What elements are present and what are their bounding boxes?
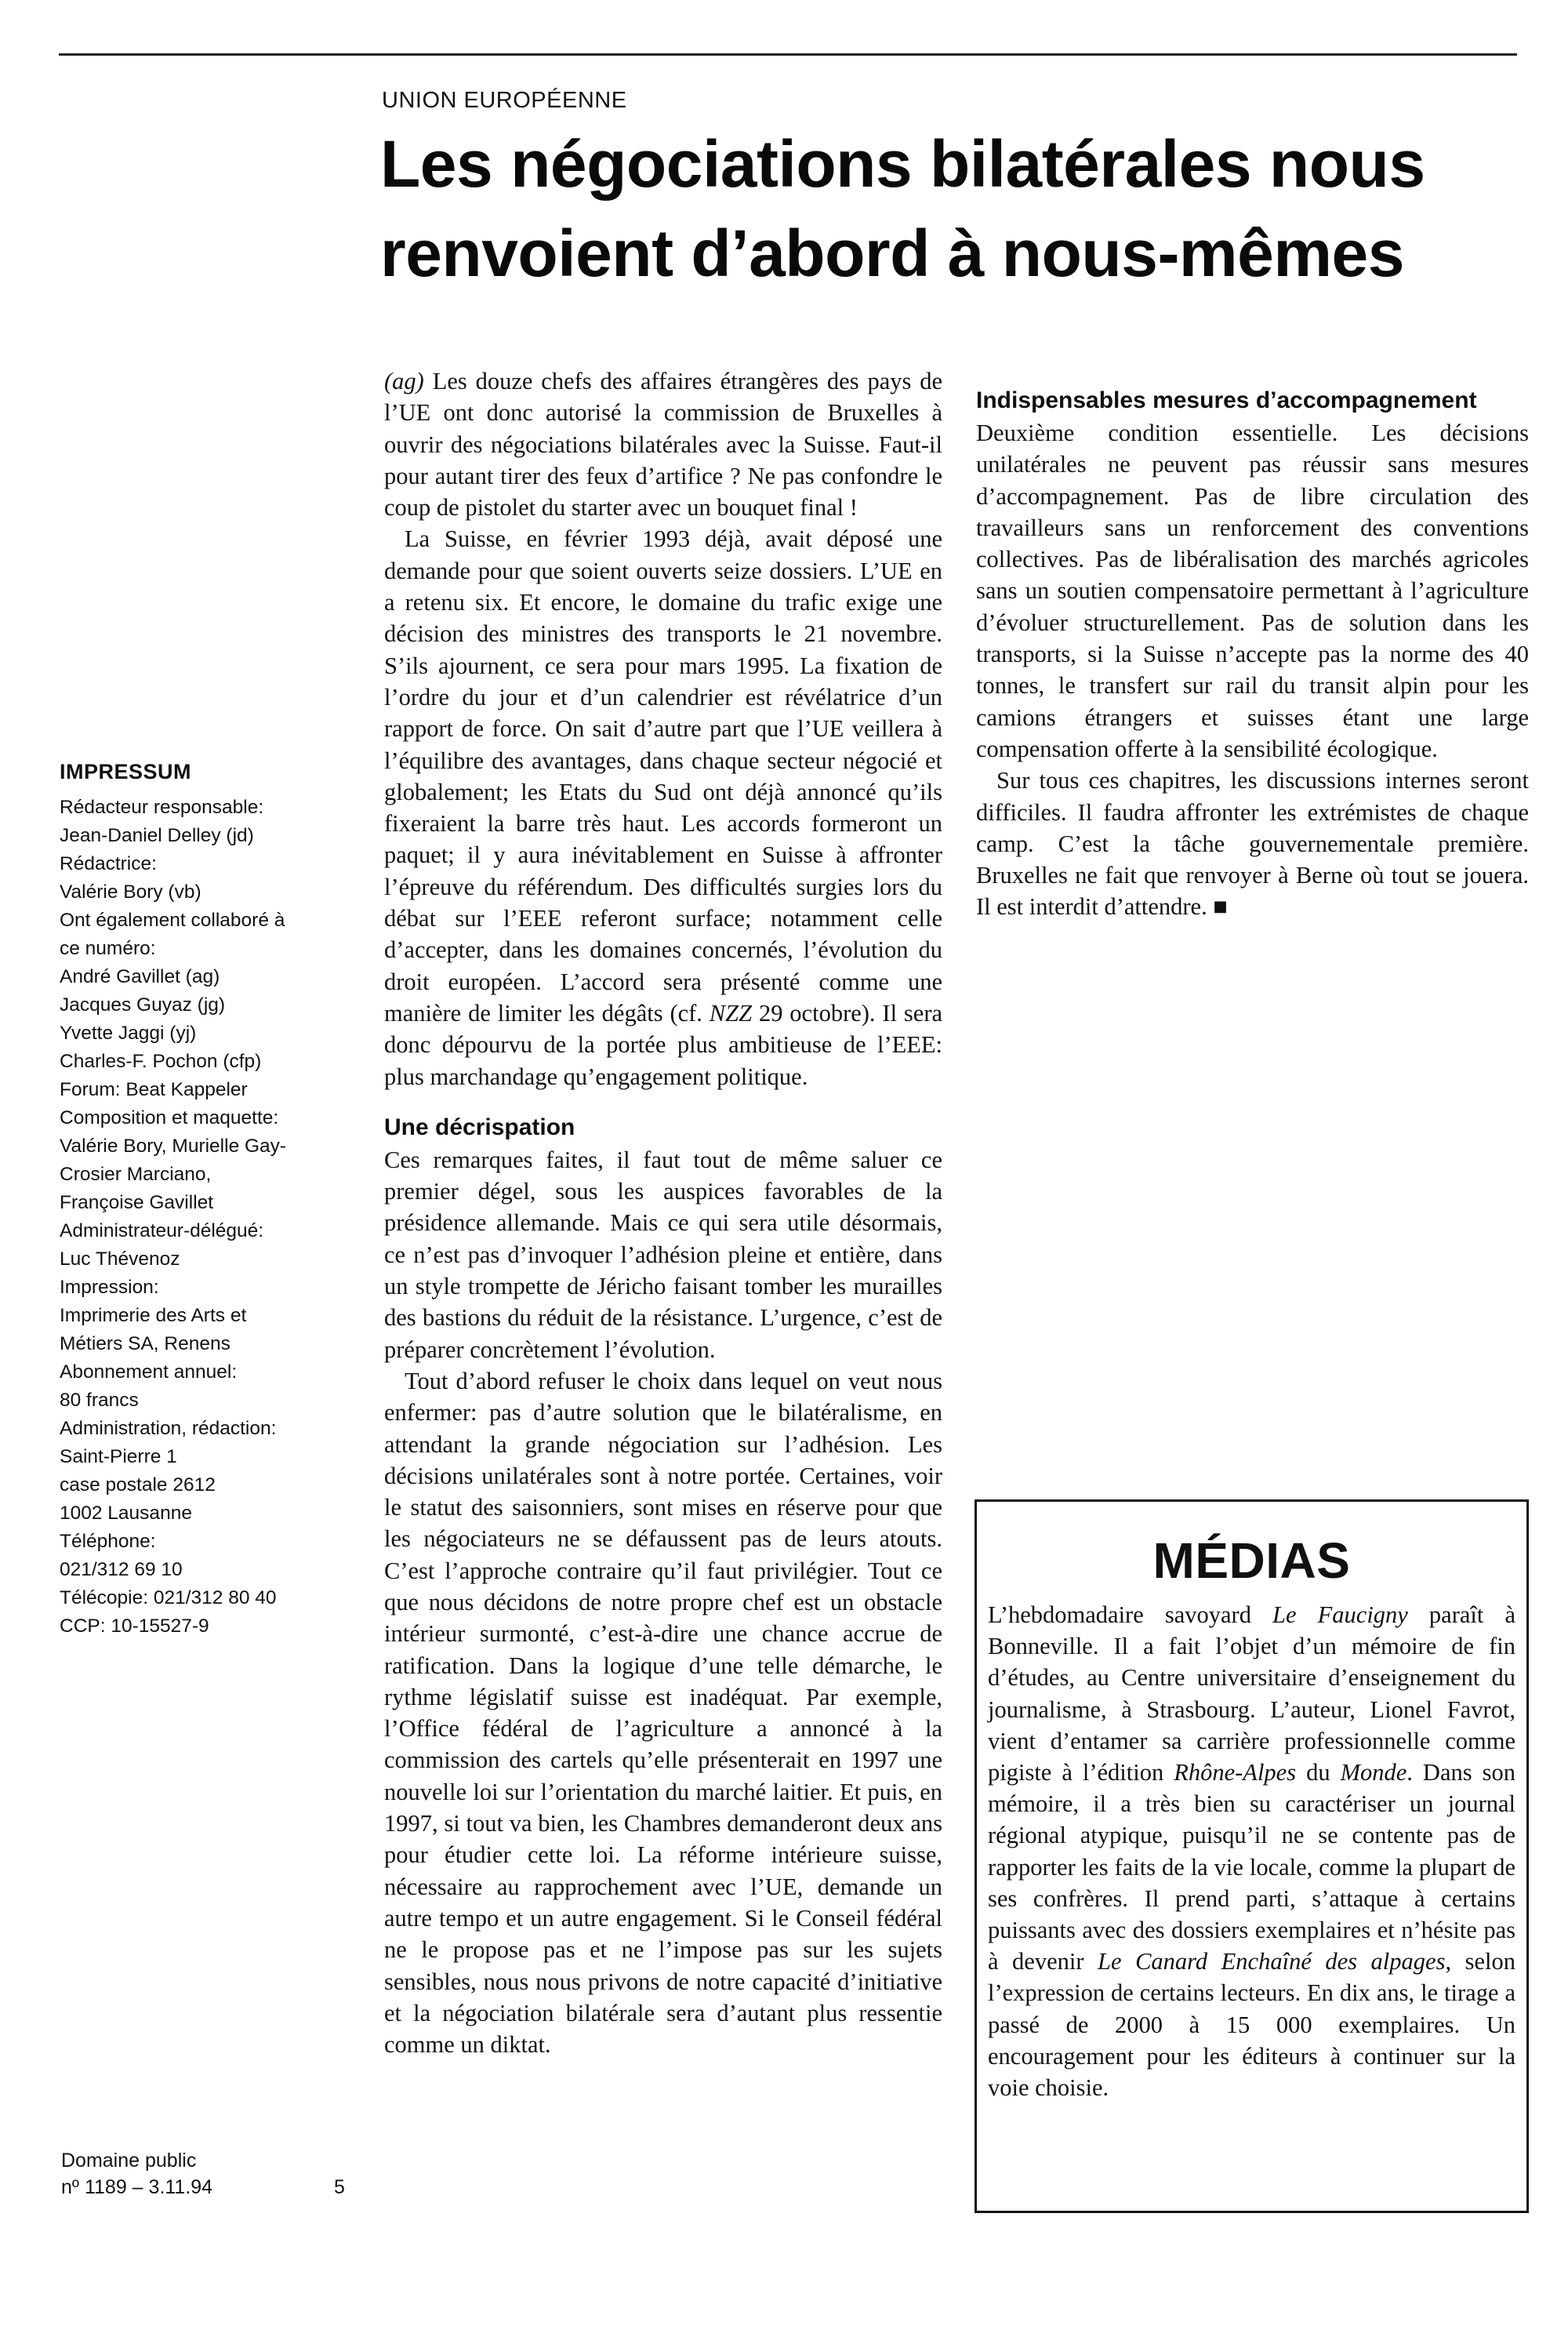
section-kicker: UNION EUROPÉENNE	[382, 88, 627, 113]
paragraph-continues: Tout d’abord refuser le choix dans lequel on veut nous enfermer: pas d’autre solution que le bilatéralisme, en attendant la grande négociation sur l’adhésion. Les décisions unilatérales sont à notre portée. Certaines, voir le statut des saisonniers, sont mises en réserve pour que les négociateurs ne se défaussent pas de leurs atouts. C’est l’approche contraire qu’il faut privilégier. Tout ce que nous décidons de notre propre chef est un obstacle intérieur surmonté, c’est-à-dire une chance accrue de ratification. Dans la logique d’une telle démarche, le rythme législatif suisse est inadéquat. Par exemple, l’Office fédéral de l’agriculture a annoncé à la commission des cartels qu’elle présenterait en 1997 une nouvelle loi sur l’orientation du marché laitier. Et puis, en 1997, si tout va bien, les Chambres demanderont deux ans pour étudier cette loi. La réforme intérieure suisse, nécessaire au rapprochement avec l’UE, demande un autre tempo et un autre engagement. Si le Conseil fédéral ne le propose pas et ne l’impose pas sur les sujets sensibles, nous nous privons de notre capacité d’initiative et la négociation bilatérale sera d’autant plus ressentie comme un diktat.	[384, 1367, 942, 2059]
impressum-line: Valérie Bory (vb)	[60, 881, 201, 903]
impressum-line: Saint-Pierre 1	[60, 1446, 177, 1467]
impressum-line: Jacques Guyaz (jg)	[60, 994, 226, 1016]
impressum-line: Valérie Bory, Murielle Gay-	[60, 1136, 287, 1157]
medias-text-part: L’hebdomadaire savoyard	[988, 1601, 1273, 1628]
impressum-line: CCP: 10-15527-9	[60, 1615, 209, 1637]
medias-box	[975, 1499, 1529, 2213]
newspaper-title: Monde	[1340, 1759, 1407, 1786]
impressum-line: Abonnement annuel:	[60, 1361, 238, 1383]
article-column-1	[384, 365, 942, 2060]
paragraph-intro-text: Les douze chefs des affaires étrangères des pays de l’UE ont donc autorisé la commission de Bruxelles à ouvrir des négociations bilatérales avec la Suisse. Faut-il pour autant tirer des feux d’artifice ? Ne pas confondre le coup de pistolet du starter avec un bouquet final !	[384, 368, 942, 522]
impressum-line: Rédactrice:	[60, 853, 157, 874]
publication-name: Domaine public	[61, 2150, 197, 2172]
medias-text	[988, 1599, 1515, 2103]
impressum-line: Administration, rédaction:	[60, 1418, 277, 1439]
author-initials: (ag)	[384, 368, 424, 394]
paragraph: Deuxième condition essentielle. Les décisions unilatérales ne peuvent pas réussir sans mesures d’accompagnement. Pas de libre circulation des travailleurs sans un renforcement des conventions collectives. Pas de libéralisation des marchés agricoles sans un soutien compensatoire permettant à l’agriculture d’évoluer structurellement. Pas de solution dans les transports, si la Suisse n’accepte pas la norme des 40 tonnes, le transfert sur rail du transit alpin pour les camions étrangers et suisses étant une large compensation offerte à la sensibilité écologique.	[976, 420, 1529, 762]
medias-title: MÉDIAS	[1152, 1532, 1351, 1589]
impressum-line: 80 francs	[60, 1390, 139, 1411]
impressum-line: Imprimerie des Arts et	[60, 1305, 247, 1326]
impressum-line: André Gavillet (ag)	[60, 966, 220, 987]
nickname-title: Le Canard Enchaîné des alpages	[1098, 1948, 1446, 1975]
impressum-line: Métiers SA, Renens	[60, 1333, 230, 1354]
impressum-line: Téléphone:	[60, 1531, 156, 1552]
headline-line-1: Les négociations bilatérales nous	[380, 127, 1425, 201]
subheading-mesures: Indispensables mesures d’accompagnement	[976, 387, 1477, 413]
article-headline	[380, 119, 1509, 298]
impressum-line: ce numéro:	[60, 938, 156, 959]
impressum-line: 021/312 69 10	[60, 1559, 183, 1580]
paragraph-closing: Sur tous ces chapitres, les discussions internes seront difficiles. Il faudra affronter les extrémistes de chaque camp. C’est la tâche gouvernementale première. Bruxelles ne fait que renvoyer à Berne où tout se jouera. Il est interdit d’attendre. ■	[976, 767, 1529, 921]
paragraph-text: 29 octobre). Il sera donc dépourvu de la portée plus ambitieuse de l’EEE: plus marchandage qu’engagement politique.	[384, 999, 943, 1090]
newspaper-reference: NZZ	[709, 999, 753, 1027]
impressum-line: Impression:	[60, 1277, 159, 1298]
paragraph	[384, 523, 942, 1092]
subheading-decrispation: Une décrispation	[384, 1114, 575, 1140]
impressum-line: Yvette Jaggi (yj)	[60, 1023, 197, 1044]
impressum-line: Crosier Marciano,	[60, 1164, 212, 1185]
top-rule	[59, 53, 1517, 56]
impressum-line: Françoise Gavillet	[60, 1192, 214, 1213]
impressum-lines	[60, 794, 358, 1641]
impressum-line: Administrateur-délégué:	[60, 1220, 264, 1241]
impressum-line: case postale 2612	[60, 1474, 216, 1496]
medias-text-part: du	[1296, 1759, 1341, 1786]
paragraph-intro	[384, 365, 942, 523]
impressum-box	[60, 758, 358, 1641]
page-footer	[61, 2147, 359, 2201]
headline-line-2: renvoient d’abord à nous-mêmes	[380, 216, 1404, 290]
article-column-2	[976, 365, 1529, 923]
medias-text-part: . Dans son mémoire, il a très bien su caractériser un journal régional atypique, puisqu’il ne se contente pas de rapporter les faits de la vie locale, comme la plupart de ses confrères. Il prend parti, s’attaque à certains puissants avec des dossiers exemplaires et n’hésite pas à devenir	[988, 1759, 1515, 1975]
impressum-line: Ont également collaboré à	[60, 910, 285, 931]
impressum-line: Composition et maquette:	[60, 1107, 279, 1128]
impressum-line: Jean-Daniel Delley (jd)	[60, 825, 254, 846]
impressum-line: Luc Thévenoz	[60, 1248, 180, 1270]
impressum-line: 1002 Lausanne	[60, 1503, 192, 1524]
paragraph-text: La Suisse, en février 1993 déjà, avait déposé une demande pour que soient ouverts seize dossiers. L’UE en a retenu six. Et encore, le domaine du trafic exige une décision des ministres des transports le 21 novembre. S’ils ajournent, ce sera pour mars 1995. La fixation de l’ordre du jour et d’un calendrier est révélatrice d’un rapport de force. On sait d’autre part que l’UE veillera à l’équilibre des avantages, dans chaque secteur négocié et globalement; les Etats du Sud ont déjà annoncé qu’ils fixeraient la barre très haut. Les accords formeront un paquet; il y aura inévitablement en Suisse à affronter l’épreuve du référendum. Des difficultés surgies lors du débat sur l’EEE referont surface; notamment celle d’accepter, dans les domaines concernés, l’évolution du droit européen. L’accord sera présenté comme une manière de limiter les dégâts (cf.	[384, 525, 942, 1027]
impressum-line: Rédacteur responsable:	[60, 797, 264, 818]
edition-name: Rhône-Alpes	[1174, 1759, 1297, 1786]
medias-text-part: , selon l’expression de certains lecteurs. En dix ans, le tirage a passé de 2000 à 15 000 exemplaires. Un encouragement pour les éditeurs à continuer sur la voie choisie.	[988, 1948, 1515, 2102]
page-number: 5	[334, 2176, 345, 2198]
paragraph: Ces remarques faites, il faut tout de même saluer ce premier dégel, sous les auspices favorables de la présidence allemande. Mais ce qui sera utile désormais, ce n’est pas d’invoquer l’adhésion pleine et entière, dans un style trompette de Jéricho faisant tomber les murailles des bastions du réduit de la résistance. L’urgence, c’est de préparer concrètement l’évolution.	[384, 1146, 942, 1363]
issue-number: nº 1189 – 3.11.94	[61, 2176, 213, 2198]
impressum-line: Charles-F. Pochon (cfp)	[60, 1051, 262, 1072]
newspaper-title: Le Faucigny	[1272, 1601, 1408, 1628]
impressum-line: Télécopie: 021/312 80 40	[60, 1587, 277, 1608]
impressum-line: Forum: Beat Kappeler	[60, 1079, 248, 1100]
medias-text-part: paraît à Bonneville. Il a fait l’objet d’un mémoire de fin d’études, au Centre universitaire d’enseignement du journalisme, à Strasbourg. L’auteur, Lionel Favrot, vient d’entamer sa carrière professionnelle comme pigiste à l’édition	[988, 1601, 1515, 1786]
impressum-title: IMPRESSUM	[60, 760, 192, 783]
